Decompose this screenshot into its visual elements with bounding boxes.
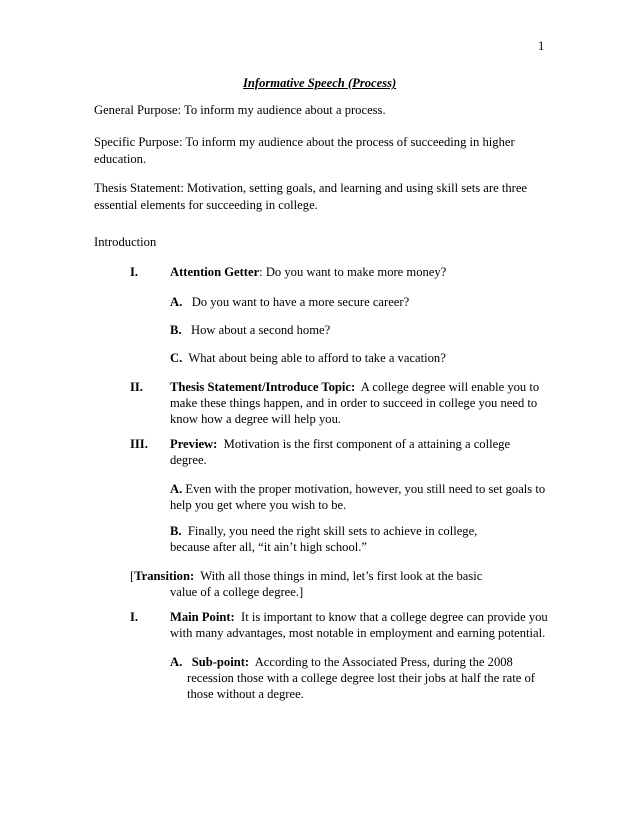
specific-purpose-line-1: Specific Purpose: To inform my audience about the process of succeeding in higher	[94, 135, 515, 149]
thesis-label: Thesis Statement/Introduce Topic:	[170, 380, 356, 394]
thesis-text: A college degree will enable you to	[355, 380, 540, 394]
attention-getter-label: Attention Getter	[170, 265, 260, 279]
general-purpose: General Purpose: To inform my audience about a process.	[94, 103, 386, 117]
sub-letter: C.	[170, 351, 183, 365]
sub-letter: B.	[170, 323, 182, 337]
attention-sub-b	[170, 322, 330, 339]
introduction-heading: Introduction	[94, 235, 157, 249]
sub-point-text: According to the Associated Press, during the 2008	[249, 655, 513, 669]
attention-getter	[170, 264, 446, 281]
sub-letter: B.	[170, 524, 182, 538]
sub-letter: A.	[170, 655, 183, 669]
sub-letter: A.	[170, 295, 183, 309]
thesis-statement-line-2: essential elements for succeeding in college.	[94, 198, 318, 212]
transition-bracket: [	[130, 569, 135, 583]
transition-text: With all those things in mind, let’s first look at the basic	[194, 569, 483, 583]
preview-text: Motivation is the first component of a attaining a college	[217, 437, 511, 451]
thesis-line-2: make these things happen, and in order to succeed in college you need to	[170, 396, 538, 410]
outline-numeral-main-point: I.	[130, 610, 139, 624]
sub-point-a-line-1	[170, 654, 513, 671]
preview-sub-a-line-1	[170, 481, 545, 498]
sub-point-a-line-2: recession those with a college degree lost their jobs at half the rate of	[187, 671, 535, 685]
outline-numeral-preview: III.	[130, 437, 148, 451]
attention-sub-a	[170, 294, 409, 311]
page-number: 1	[538, 39, 545, 53]
thesis-line-1	[170, 379, 539, 396]
main-point-label: Main Point:	[170, 610, 235, 624]
transition-line-2: value of a college degree.]	[170, 585, 304, 599]
specific-purpose-line-2: education.	[94, 152, 147, 166]
preview-sub-b-line-2: because after all, “it ain’t high school.”	[170, 540, 367, 554]
outline-numeral-attention: I.	[130, 265, 139, 279]
sub-text: How about a second home?	[181, 323, 331, 337]
attention-sub-c	[170, 350, 446, 367]
preview-sub-b-line-1	[170, 523, 477, 540]
thesis-line-3: know how a degree will help you.	[170, 412, 342, 426]
main-point-line-1	[170, 609, 548, 626]
sub-point-label: Sub-point:	[191, 655, 250, 669]
preview-line-1	[170, 436, 510, 453]
preview-sub-a-line-2: help you get where you wish to be.	[170, 498, 347, 512]
main-point-text: It is important to know that a college degree can provide you	[234, 610, 548, 624]
sub-text: Even with the proper motivation, however, you still need to set goals to	[182, 482, 546, 496]
attention-getter-text: : Do you want to make more money?	[259, 265, 447, 279]
transition-line-1	[130, 568, 482, 585]
preview-line-2: degree.	[170, 453, 207, 467]
main-point-line-2: with many advantages, most notable in employment and earning potential.	[170, 626, 546, 640]
page-title: Informative Speech (Process)	[243, 76, 397, 90]
sub-text: Finally, you need the right skill sets to achieve in college,	[181, 524, 478, 538]
outline-numeral-thesis: II.	[130, 380, 143, 394]
sub-text: What about being able to afford to take a vacation?	[182, 351, 446, 365]
thesis-statement-line-1: Thesis Statement: Motivation, setting goals, and learning and using skill sets are three	[94, 181, 528, 195]
transition-label: Transition:	[134, 569, 195, 583]
preview-label: Preview:	[170, 437, 218, 451]
sub-text: Do you want to have a more secure career?	[182, 295, 410, 309]
sub-letter: A.	[170, 482, 183, 496]
sub-point-a-line-3: those without a degree.	[187, 687, 304, 701]
